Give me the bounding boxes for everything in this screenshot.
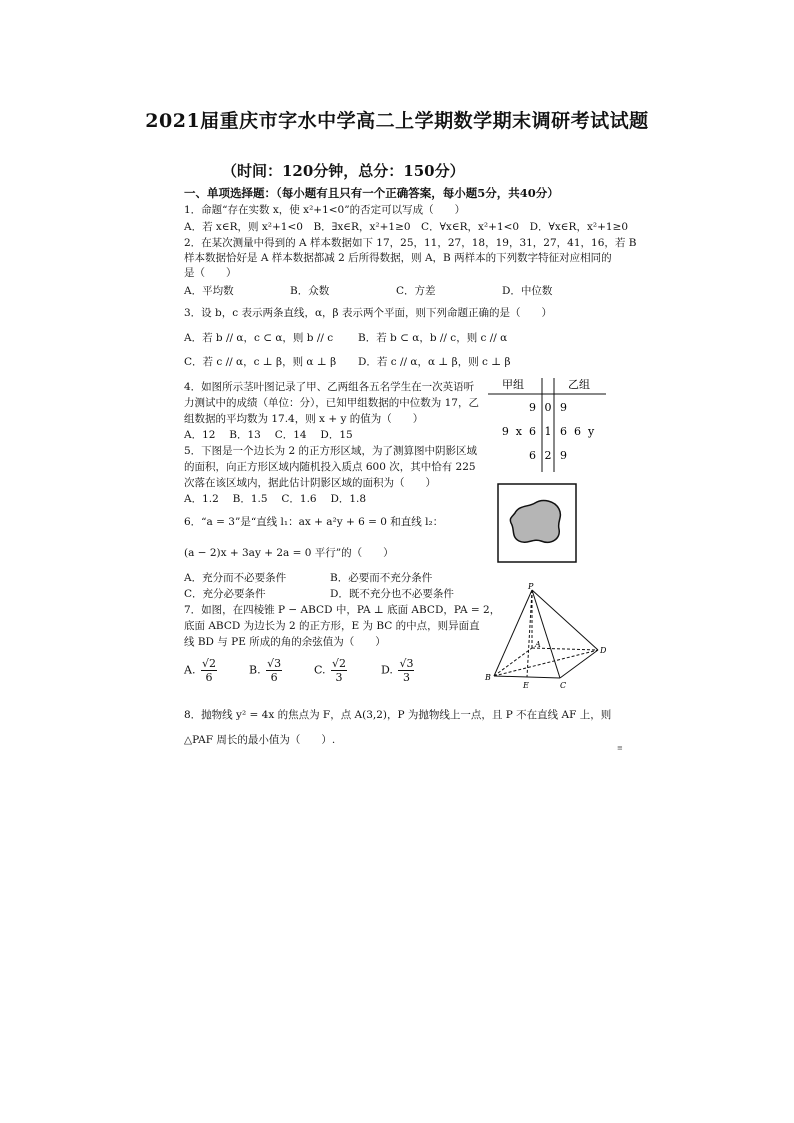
q7-option-c-label: C. [314, 663, 326, 677]
vertex-label-b: B [485, 673, 491, 682]
q3-option-d: D．若 c // α，α ⊥ β，则 c ⊥ β [358, 356, 511, 368]
edge-cd [560, 650, 598, 678]
q7-option-d [381, 657, 416, 684]
exam-info: （时间：120分钟，总分：150分） [222, 162, 465, 180]
q2-option-b: B．众数 [290, 285, 330, 297]
vertex-label-e: E [523, 681, 529, 690]
section-heading: 一、单项选择题：（每小题有且只有一个正确答案，每小题5分，共40分） [184, 186, 559, 200]
q3-option-c: C．若 c // α，c ⊥ β，则 α ⊥ β [184, 356, 337, 368]
q7-option-d-label: D. [381, 663, 393, 677]
stem-row-right: 9 [560, 401, 567, 414]
q4-options: A．12 B．13 C．14 D．15 [184, 429, 353, 441]
q7-option-b-fraction [266, 657, 282, 684]
q7-option-a [184, 657, 219, 684]
stem-right-header: 乙组 [568, 378, 590, 391]
q4-line3: 组数据的平均数为 17.4，则 x + y 的值为（ ） [184, 413, 424, 425]
q7-option-b [249, 657, 284, 684]
q6-option-d: D．既不充分也不必要条件 [330, 588, 454, 600]
q1-stem: 1．命题“存在实数 x，使 x²+1<0”的否定可以写成（ ） [184, 204, 466, 216]
q5-options: A．1.2 B．1.5 C．1.6 D．1.8 [184, 493, 367, 505]
q8-line1: 8．抛物线 y² = 4x 的焦点为 F，点 A(3,2)，P 为抛物线上一点，且 P 不在直线 AF 上，则 [184, 709, 612, 721]
q3-option-a: A．若 b // α，c ⊂ α，则 b // c [184, 332, 334, 344]
stem-row-stem: 2 [544, 449, 552, 462]
q3-option-b: B．若 b ⊂ α，b // c，则 c // α [358, 332, 508, 344]
stem-row-left: 6 [529, 449, 536, 462]
q2-option-a: A．平均数 [184, 285, 234, 297]
q6-line2: (a − 2)x + 3ay + 2a = 0 平行”的（ ） [184, 547, 394, 559]
q3-stem: 3．设 b，c 表示两条直线，α，β 表示两个平面，则下列命题正确的是（ ） [184, 307, 552, 319]
q7-option-c-fraction [331, 657, 347, 684]
q5-line2: 的面积，向正方形区域内随机投入质点 600 次，其中恰有 225 [184, 461, 476, 473]
q6-option-a: A．充分而不必要条件 [184, 572, 287, 584]
q5-line3: 次落在该区域内，据此估计阴影区域的面积为（ ） [184, 477, 436, 489]
q7-line3: 线 BD 与 PE 所成的角的余弦值为（ ） [184, 636, 386, 648]
fraction-numerator: √2 [332, 657, 347, 670]
fraction-denominator: 6 [270, 671, 278, 684]
document-title: 2021届重庆市字水中学高二上学期数学期末调研考试试题 [145, 110, 649, 132]
fraction-denominator: 3 [335, 671, 343, 684]
q2-option-d: D．中位数 [502, 285, 553, 297]
q2-line2: 样本数据恰好是 A 样本数据都减 2 后所得数据，则 A，B 两样本的下列数字特征对应相同的 [184, 252, 612, 264]
fraction-numerator: √2 [201, 657, 216, 670]
stem-row-left: 9 [529, 401, 536, 414]
stem-leaf-plot [488, 374, 608, 474]
fraction-numerator: √3 [399, 657, 414, 670]
vertex-label-p: P [528, 582, 534, 591]
fraction-denominator: 3 [402, 671, 410, 684]
fraction-numerator: √3 [267, 657, 282, 670]
vertex-label-d: D [600, 646, 607, 655]
stem-row-right: 6 6 y [560, 425, 595, 438]
q7-option-d-fraction [398, 657, 414, 684]
q1-options: A．若 x∈R，则 x²+1<0 B．∃x∈R，x²+1≥0 C．∀x∈R，x²+1<0 D．∀x∈R，x²+1≥0 [184, 221, 629, 233]
fraction-denominator: 6 [205, 671, 213, 684]
q5-line1: 5．下图是一个边长为 2 的正方形区域，为了测算图中阴影区域 [184, 445, 478, 457]
edge-ad [532, 648, 598, 650]
q7-line1: 7．如图，在四棱锥 P − ABCD 中，PA ⊥ 底面 ABCD，PA = 2， [184, 604, 501, 616]
vertex-label-a: A [535, 640, 541, 649]
square-shaded-figure [497, 483, 577, 563]
q7-option-b-label: B. [249, 663, 261, 677]
edge-pb [494, 590, 532, 676]
segment-pe [527, 590, 532, 677]
stem-row-left: 9 x 6 [501, 425, 536, 438]
q7-line2: 底面 ABCD 为边长为 2 的正方形，E 为 BC 的中点，则异面直 [184, 620, 480, 632]
vertex-label-c: C [560, 681, 567, 690]
q6-option-c: C．充分必要条件 [184, 588, 266, 600]
q4-line1: 4．如图所示茎叶图记录了甲、乙两组各五名学生在一次英语听 [184, 381, 475, 393]
q8-line2: △PAF 周长的最小值为（ ）. [184, 734, 336, 746]
q2-line3: 是（ ） [184, 267, 237, 279]
diagonal-bd [494, 650, 598, 676]
q6-option-b: B．必要而不充分条件 [330, 572, 433, 584]
q6-line1: 6．“a = 3”是“直线 l₁：ax + a²y + 6 = 0 和直线 l₂： [184, 516, 444, 528]
pyramid-figure [482, 580, 612, 692]
stem-left-header: 甲组 [502, 378, 524, 391]
q2-option-c: C．方差 [396, 285, 436, 297]
q7-option-a-fraction [201, 657, 217, 684]
page-mark: ≡ [617, 744, 623, 752]
q4-line2: 力测试中的成绩（单位：分），已知甲组数据的中位数为 17，乙 [184, 397, 479, 409]
stem-row-right: 9 [560, 449, 567, 462]
q2-line1: 2．在某次测量中得到的 A 样本数据如下 17，25，11，27，18，19，31，27，41，16，若 B [184, 237, 637, 249]
stem-row-stem: 0 [544, 401, 552, 414]
q7-option-a-label: A. [184, 663, 196, 677]
stem-row-stem: 1 [544, 425, 552, 438]
q7-option-c [314, 657, 349, 684]
